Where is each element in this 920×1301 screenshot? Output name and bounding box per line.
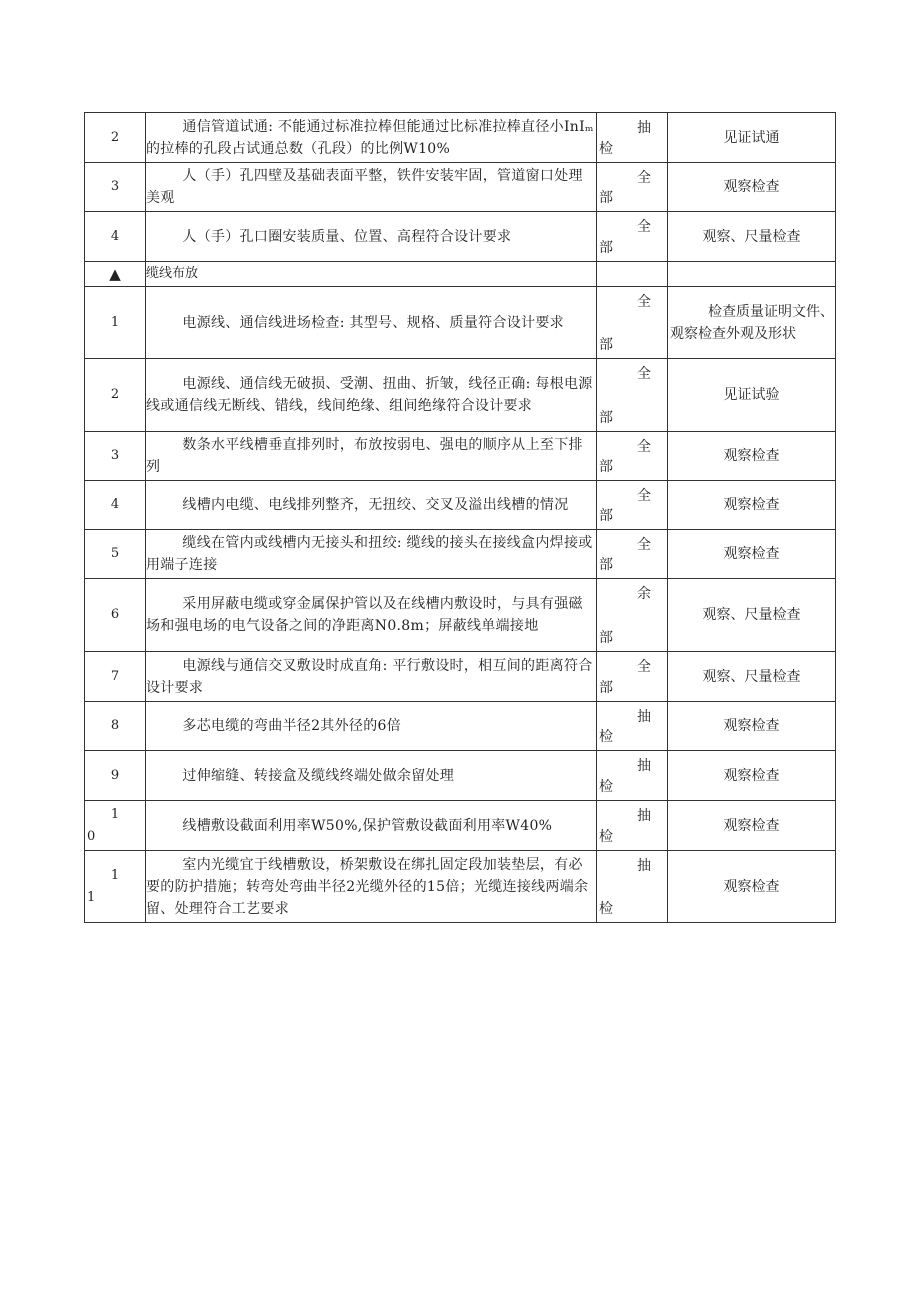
inspection-method: 全 部 xyxy=(597,359,668,432)
inspection-method: 全 部 xyxy=(597,432,668,481)
inspection-method: 抽 检 xyxy=(597,113,668,163)
row-number: 3 xyxy=(85,432,146,481)
section-title: 缆线布放 xyxy=(146,262,597,287)
table-row xyxy=(85,851,836,923)
table-row xyxy=(85,113,836,163)
inspection-table xyxy=(84,112,836,923)
row-content: 人（手）孔口圈安装质量、位置、高程符合设计要求 xyxy=(146,212,597,262)
row-content: 电源线与通信交叉敷设时成直角: 平行敷设时，相互间的距离符合设计要求 xyxy=(146,652,597,702)
row-number: 4 xyxy=(85,212,146,262)
verification-method: 观察检查 xyxy=(668,530,836,579)
empty-cell xyxy=(668,262,836,287)
verification-method: 观察检查 xyxy=(668,481,836,530)
inspection-method: 全 部 xyxy=(597,481,668,530)
table-row xyxy=(85,432,836,481)
row-number: 1 0 xyxy=(85,801,146,851)
row-content: 缆线在管内或线槽内无接头和扭绞: 缆线的接头在接线盒内焊接或用端子连接 xyxy=(146,530,597,579)
table-row xyxy=(85,481,836,530)
row-content: 室内光缆宜于线槽敷设，桥架敷设在绑扎固定段加装垫层，有必要的防护措施；转弯处弯曲半径2光缆外径的15倍；光缆连接线两端余留、处理符合工艺要求 xyxy=(146,851,597,923)
verification-method: 检查质量证明文件、 观察检查外观及形状 xyxy=(668,287,836,359)
verification-method: 观察检查 xyxy=(668,801,836,851)
inspection-method: 全 部 xyxy=(597,287,668,359)
row-number: 2 xyxy=(85,359,146,432)
verification-method: 观察检查 xyxy=(668,163,836,212)
inspection-method: 抽 检 xyxy=(597,801,668,851)
inspection-method: 余 部 xyxy=(597,579,668,652)
table-row xyxy=(85,801,836,851)
row-number: 5 xyxy=(85,530,146,579)
row-content: 数条水平线槽垂直排列时，布放按弱电、强电的顺序从上至下排列 xyxy=(146,432,597,481)
verification-method: 见证试通 xyxy=(668,113,836,163)
row-content: 多芯电缆的弯曲半径2其外径的6倍 xyxy=(146,702,597,751)
row-number: 6 xyxy=(85,579,146,652)
row-content: 线槽内电缆、电线排列整齐，无扭绞、交叉及溢出线槽的情况 xyxy=(146,481,597,530)
row-number: 1 xyxy=(85,287,146,359)
verification-method: 观察检查 xyxy=(668,702,836,751)
table-row xyxy=(85,652,836,702)
table-row xyxy=(85,212,836,262)
section-header-row xyxy=(85,262,836,287)
table-row xyxy=(85,702,836,751)
verification-method: 观察、尺量检查 xyxy=(668,652,836,702)
verification-method: 观察检查 xyxy=(668,851,836,923)
table-row xyxy=(85,751,836,801)
inspection-method: 抽 检 xyxy=(597,702,668,751)
inspection-method: 抽 检 xyxy=(597,751,668,801)
inspection-method: 抽 检 xyxy=(597,851,668,923)
row-content: 采用屏蔽电缆或穿金属保护管以及在线槽内敷设时，与具有强磁场和强电场的电气设备之间的净距离N0.8m；屏蔽线单端接地 xyxy=(146,579,597,652)
inspection-method: 全 部 xyxy=(597,212,668,262)
table-row xyxy=(85,530,836,579)
row-number: 9 xyxy=(85,751,146,801)
verification-method: 观察检查 xyxy=(668,432,836,481)
row-content: 电源线、通信线无破损、受潮、扭曲、折皱，线径正确: 每根电源线或通信线无断线、错线，线间绝缘、组间绝缘符合设计要求 xyxy=(146,359,597,432)
row-content: 电源线、通信线进场检查: 其型号、规格、质量符合设计要求 xyxy=(146,287,597,359)
row-content: 过伸缩缝、转接盒及缆线终端处做余留处理 xyxy=(146,751,597,801)
row-content: 线槽敷设截面利用率W50%,保护管敷设截面利用率W40% xyxy=(146,801,597,851)
inspection-method: 全 部 xyxy=(597,652,668,702)
inspection-method: 全 部 xyxy=(597,163,668,212)
verification-method: 观察检查 xyxy=(668,751,836,801)
row-number: 1 1 xyxy=(85,851,146,923)
triangle-marker-icon: ▲ xyxy=(85,262,146,287)
verification-method: 见证试验 xyxy=(668,359,836,432)
table-row xyxy=(85,579,836,652)
row-number: 7 xyxy=(85,652,146,702)
table-row xyxy=(85,287,836,359)
row-number: 4 xyxy=(85,481,146,530)
table-row xyxy=(85,359,836,432)
row-number: 2 xyxy=(85,113,146,163)
table-row xyxy=(85,163,836,212)
row-content: 人（手）孔四壁及基础表面平整，铁件安装牢固，管道窗口处理美观 xyxy=(146,163,597,212)
empty-cell xyxy=(597,262,668,287)
verification-method: 观察、尺量检查 xyxy=(668,579,836,652)
inspection-method: 全 部 xyxy=(597,530,668,579)
verification-method: 观察、尺量检查 xyxy=(668,212,836,262)
row-number: 8 xyxy=(85,702,146,751)
row-content: 通信管道试通: 不能通过标准拉棒但能通过比标准拉棒直径小InIₘ的拉棒的孔段占试通总数（孔段）的比例W10% xyxy=(146,113,597,163)
row-number: 3 xyxy=(85,163,146,212)
